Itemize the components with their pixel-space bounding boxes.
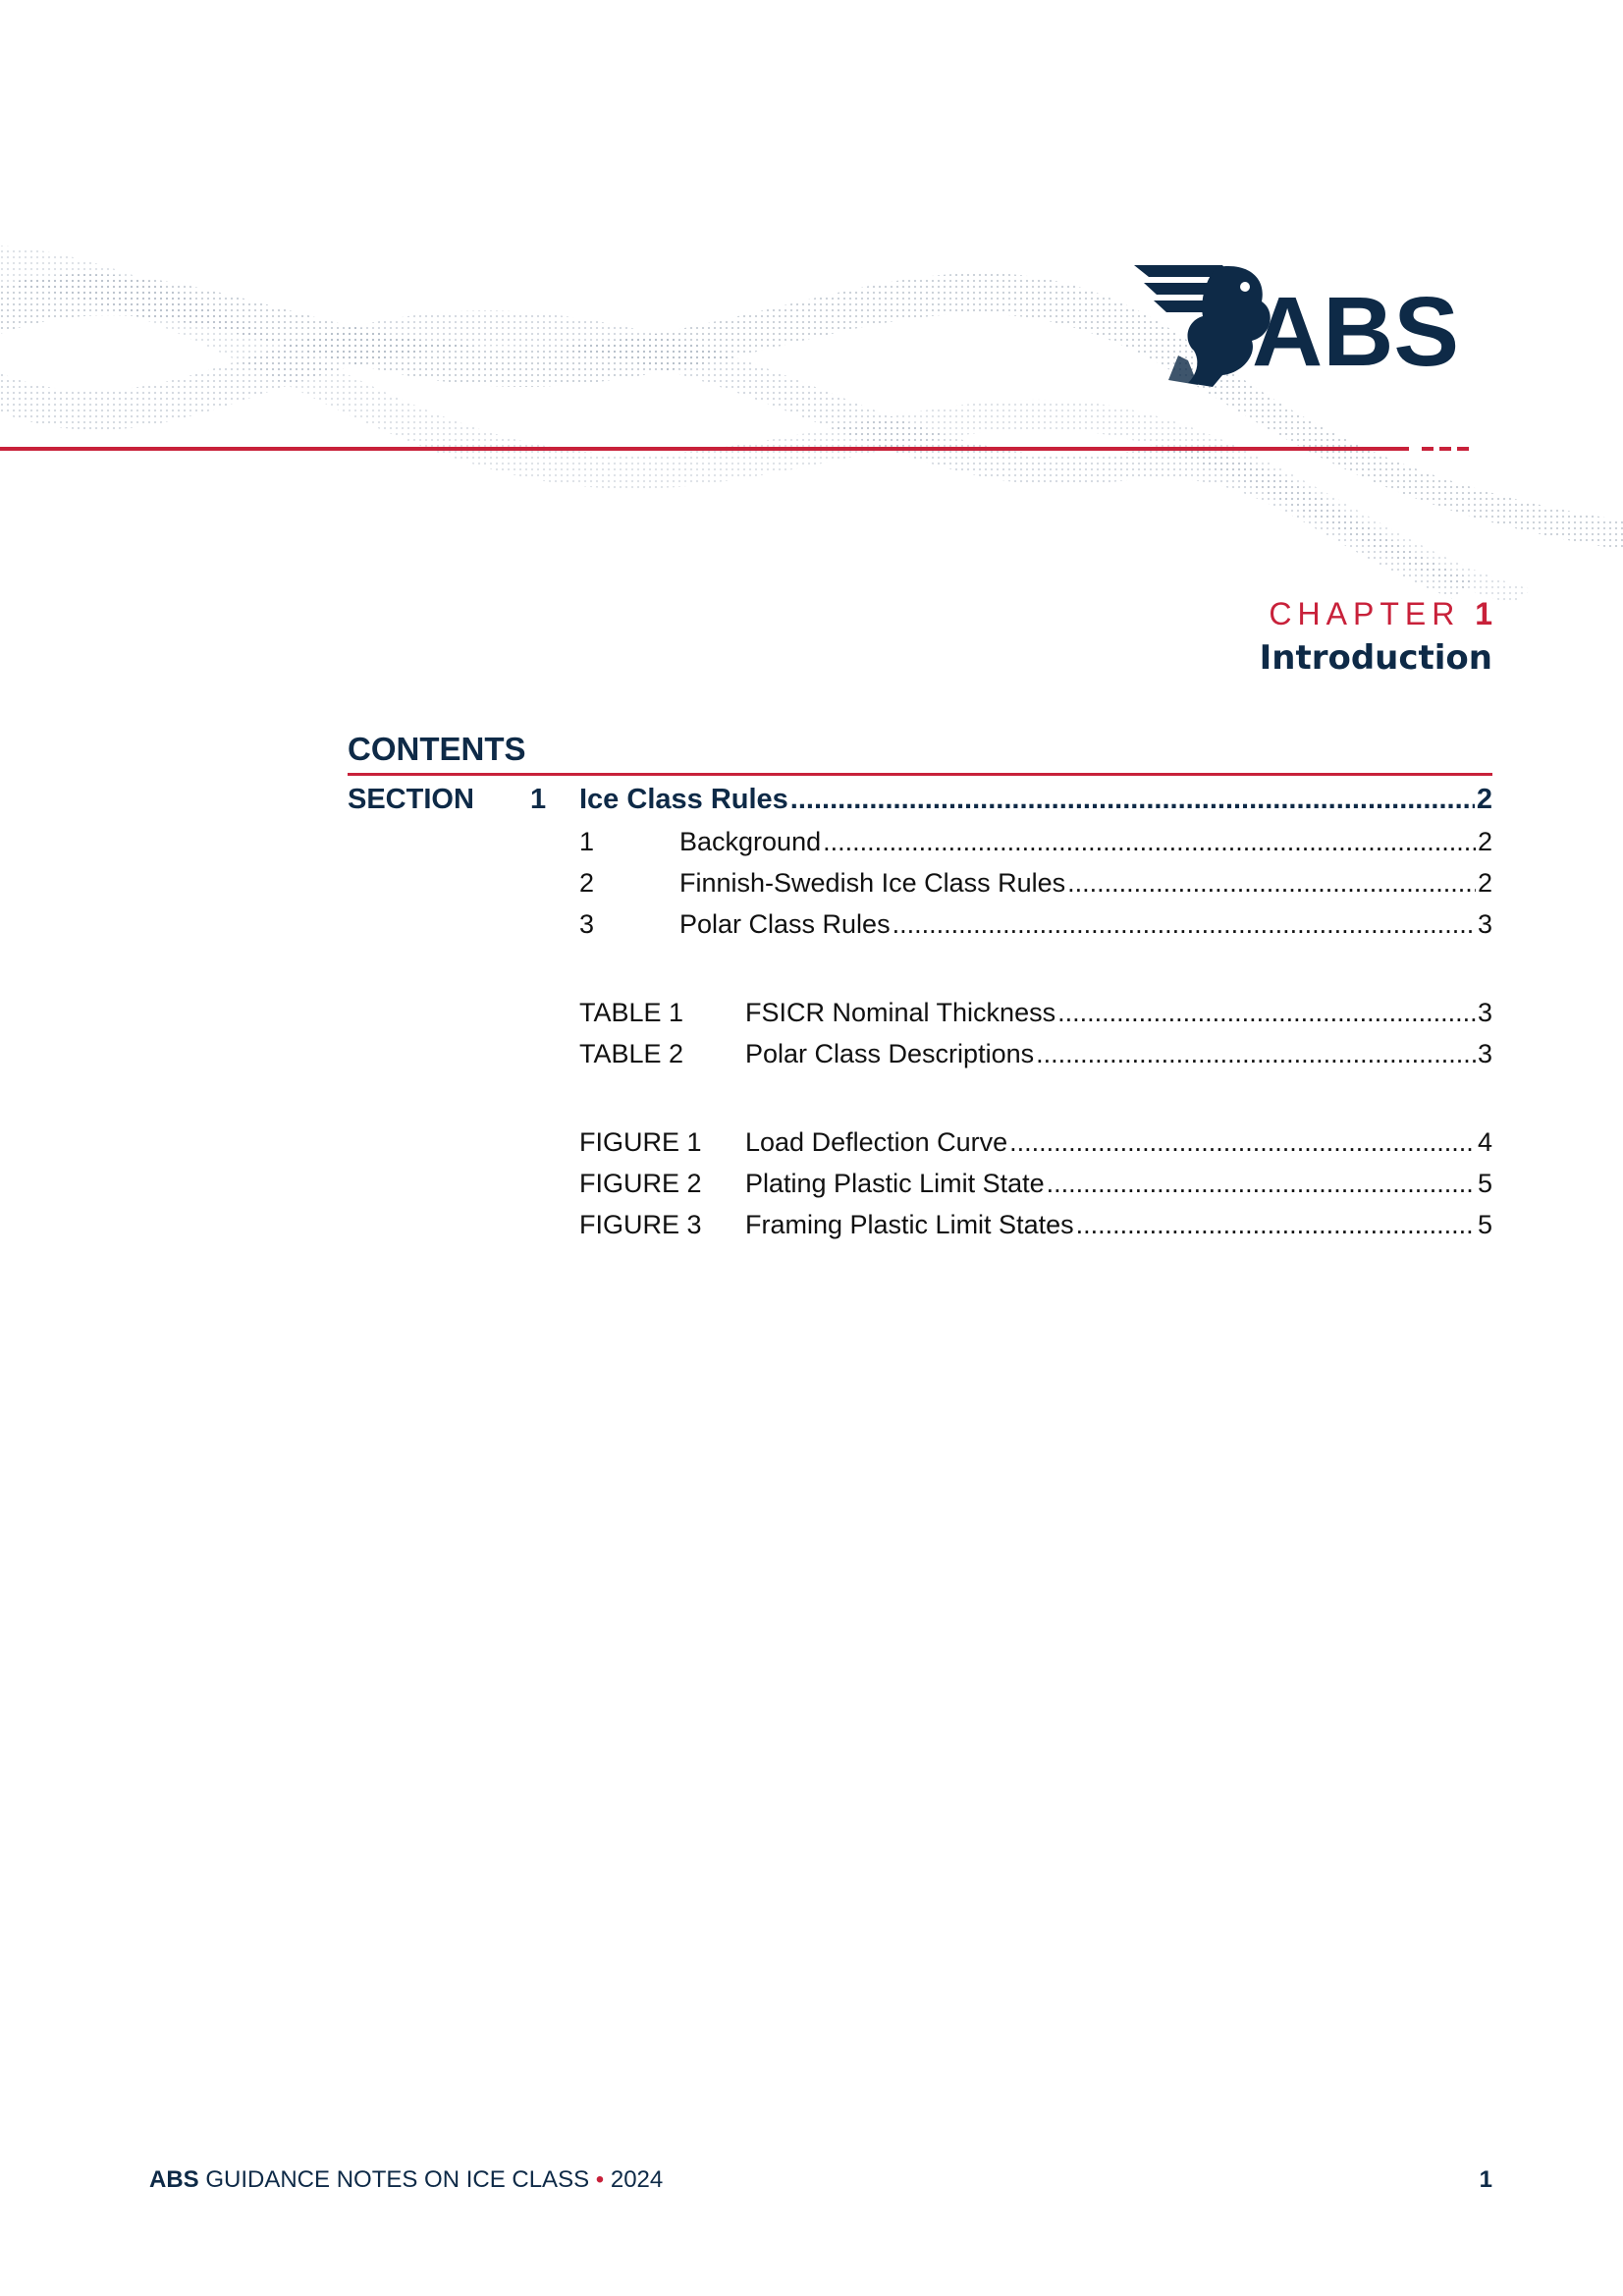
toc-entry-page: 5	[1477, 1169, 1492, 1198]
toc-figure-entry[interactable]	[745, 1169, 1492, 1199]
toc-leader	[1067, 868, 1476, 899]
toc-entry-title: Load Deflection Curve	[745, 1127, 1008, 1157]
toc-leader	[1009, 1127, 1476, 1158]
toc-leader	[1076, 1210, 1476, 1240]
chapter-number: 1	[1475, 596, 1492, 631]
toc-entry-title: Plating Plastic Limit State	[745, 1169, 1045, 1198]
toc-entry-title: FSICR Nominal Thickness	[745, 998, 1056, 1027]
footer-brand: ABS	[149, 2166, 199, 2193]
toc-entry-page: 5	[1477, 1210, 1492, 1239]
toc-leader	[790, 784, 1475, 816]
toc-leader	[1047, 1169, 1476, 1199]
chapter-label	[1269, 596, 1492, 632]
header-rule-dash	[1457, 447, 1469, 451]
section-label: SECTION	[348, 784, 474, 815]
contents-divider	[348, 773, 1492, 776]
toc-subsection-number: 1	[579, 827, 595, 856]
toc-table-entry[interactable]	[745, 998, 1492, 1028]
section-number: 1	[530, 784, 547, 815]
toc-entry-page: 2	[1477, 827, 1492, 856]
toc-figure-label: FIGURE 1	[579, 1127, 702, 1157]
toc-figure-label: FIGURE 2	[579, 1169, 702, 1198]
header-rule-dash	[1422, 447, 1434, 451]
chapter-title: Introduction	[1259, 638, 1492, 678]
eagle-emblem-icon	[1134, 265, 1271, 387]
toc-leader	[893, 909, 1476, 940]
toc-entry-title: Finnish-Swedish Ice Class Rules	[679, 868, 1066, 898]
header-red-rule	[0, 447, 1409, 451]
toc-subsection-entry[interactable]	[679, 827, 1492, 857]
toc-section-entry[interactable]	[579, 784, 1492, 816]
toc-subsection-entry[interactable]	[679, 909, 1492, 940]
footer-page-number: 1	[1479, 2166, 1492, 2193]
toc-leader	[823, 827, 1476, 857]
toc-table-label: TABLE 2	[579, 1039, 684, 1068]
toc-subsection-number: 2	[579, 868, 595, 898]
toc-entry-page: 2	[1477, 868, 1492, 898]
footer-doc-title: GUIDANCE NOTES ON ICE CLASS	[205, 2166, 590, 2193]
toc-leader	[1057, 998, 1476, 1028]
toc-entry-title: Background	[679, 827, 822, 856]
abs-logo-wordmark: ABS	[1252, 277, 1460, 387]
toc-table-label: TABLE 1	[579, 998, 684, 1027]
toc-entry-title: Polar Class Descriptions	[745, 1039, 1035, 1068]
toc-section-title: Ice Class Rules	[579, 784, 788, 815]
toc-figure-entry[interactable]	[745, 1127, 1492, 1158]
abs-logo	[1129, 257, 1483, 395]
contents-heading: CONTENTS	[348, 731, 526, 767]
header-rule-dash	[1439, 447, 1451, 451]
toc-figure-label: FIGURE 3	[579, 1210, 702, 1239]
chapter-word: CHAPTER	[1269, 596, 1461, 631]
toc-entry-title: Framing Plastic Limit States	[745, 1210, 1074, 1239]
toc-entry-title: Polar Class Rules	[679, 909, 891, 939]
toc-table-entry[interactable]	[745, 1039, 1492, 1069]
toc-figure-entry[interactable]	[745, 1210, 1492, 1240]
toc-entry-page: 3	[1477, 1039, 1492, 1068]
toc-entry-page: 4	[1477, 1127, 1492, 1157]
footer-separator: •	[595, 2166, 605, 2193]
toc-entry-page: 3	[1477, 909, 1492, 939]
footer-document-title	[149, 2166, 663, 2194]
toc-entry-page: 3	[1477, 998, 1492, 1027]
toc-section-page: 2	[1476, 784, 1492, 815]
toc-subsection-entry[interactable]	[679, 868, 1492, 899]
footer-year: 2024	[610, 2166, 664, 2193]
toc-subsection-number: 3	[579, 909, 595, 939]
toc-leader	[1036, 1039, 1476, 1069]
